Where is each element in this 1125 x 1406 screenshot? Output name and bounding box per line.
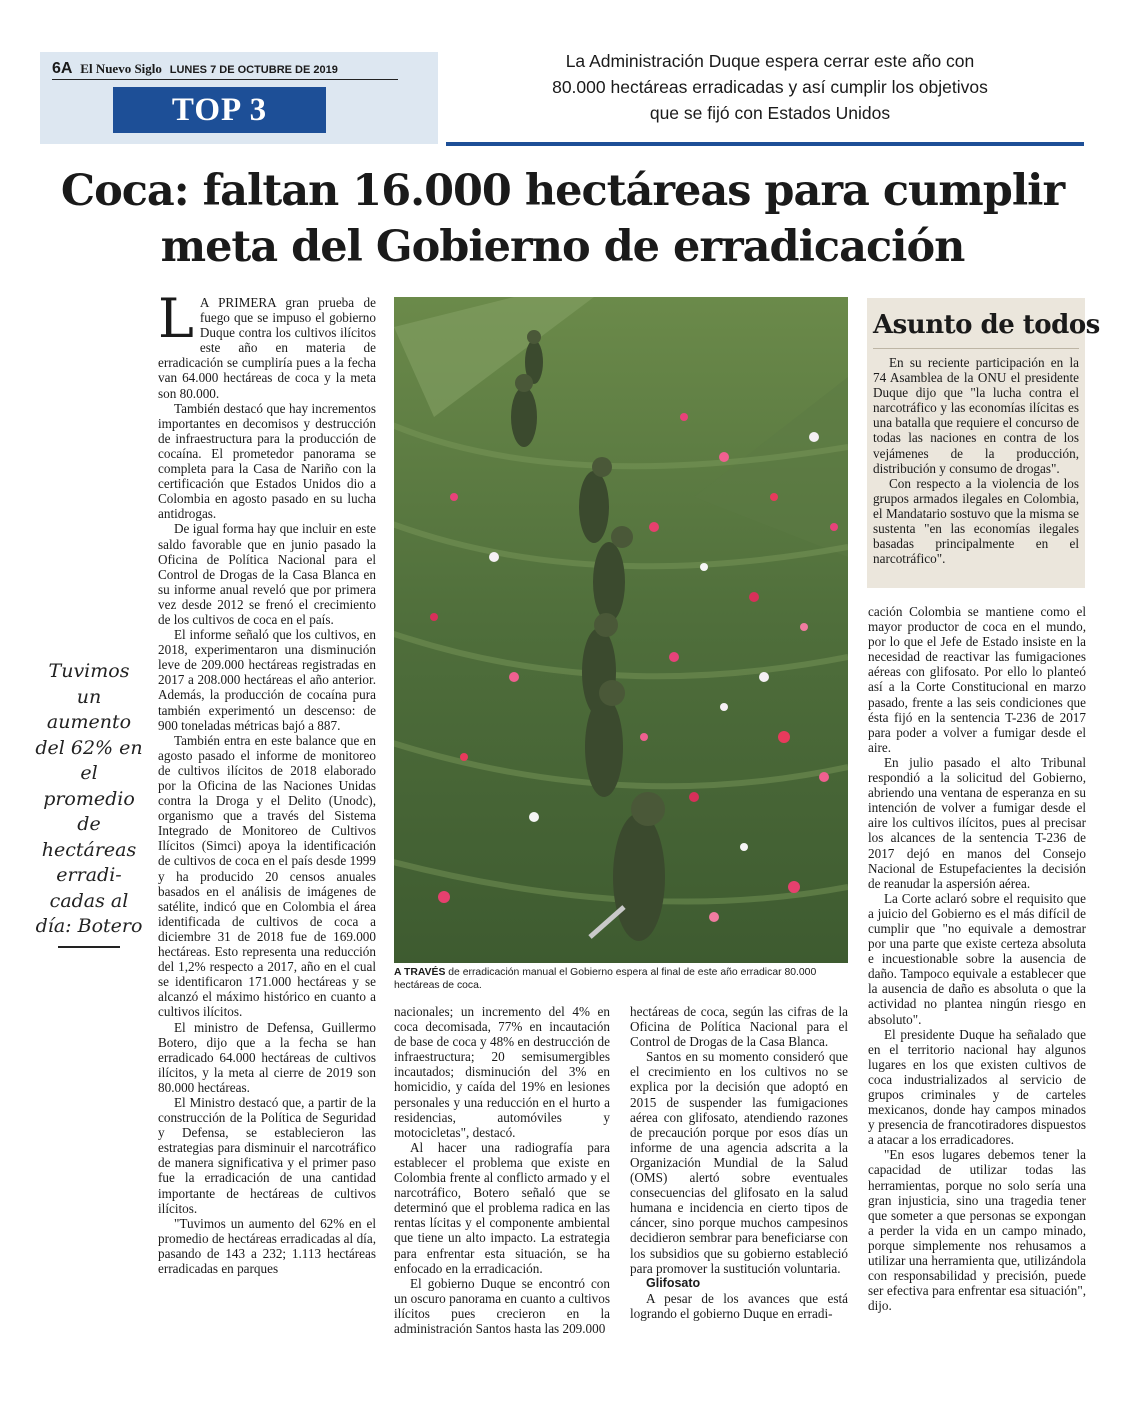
paragraph: El gobierno Duque se encontró con un oscuro panorama en cuanto a cultivos ilícitos pues crecieron en la administración Santos hasta las 209.000: [394, 1275, 610, 1336]
paragraph: El presidente Duque ha señalado que en el territorio nacional hay algunos lugares en los que existen cultivos de coca industrializados al servicio de grupos criminales y de carteles mexicanos, donde hay campos minados y presencia de francotiradores dispuestos a atacar a los erradicadores.: [868, 1026, 1086, 1148]
article-column-3: [630, 1004, 848, 1321]
lead-text: A PRIMERA gran prueba de fuego que se impuso el gobierno Duque contra los cultivos ilícitos este año en materia de erradicación se cumpliría pues a la fecha van 64.000 hectáreas de coca y la meta son 80.000.: [158, 295, 376, 401]
paragraph: El ministro de Defensa, Guillermo Botero, dijo que a la fecha se han erradicado 64.000 hectáreas de cultivos ilícitos, y la meta al cierre de 2019 son 80.000 hectáreas.: [158, 1019, 376, 1095]
sidebar-title: Asunto de todos: [873, 302, 1079, 349]
page-number: 6A: [52, 60, 73, 77]
paragraph: A pesar de los avances que está logrando el gobierno Duque en erradi-: [630, 1290, 848, 1321]
drop-cap: L: [158, 287, 194, 350]
issue-date: LUNES 7 DE OCTUBRE DE 2019: [169, 64, 338, 76]
kicker-rule: [446, 142, 1084, 146]
paragraph: Al hacer una radiografía para establecer el problema que existe en Colombia frente al conflicto armado y el narcotráfico, Botero señaló que se determinó que el problema radica en las rentas lícitas y el componente ambiental que tiene un alto impacto. La estrategia para enfrentar esta situación, se ha enfocado en la erradicación.: [394, 1139, 610, 1276]
article-column-1: [158, 287, 376, 1276]
sidebar-paragraph: En su reciente participación en la 74 Asamblea de la ONU el presidente Duque dijo que "la lucha contra el narcotráfico y las economías ilícitas es una batalla que requiere el concurso de todas las naciones en contra de los vejámenes de la producción, distribución y consumo de drogas".: [873, 355, 1079, 476]
paragraph: La Corte aclaró sobre el requisito que a juicio del Gobierno es el más difícil de cumplir que "no equivale a demostrar por una parte que existe certeza absoluta e incuestionable sobre la ausencia de daño. Tampoco equivale a establecer que la ausencia de daño es absoluta o que la actividad no plantea ningún riesgo en absoluto".: [868, 890, 1086, 1027]
kicker-line: La Administración Duque espera cerrar este año con: [565, 51, 975, 71]
headline-line: meta del Gobierno de erradicación: [160, 222, 965, 272]
paragraph: De igual forma hay que incluir en este saldo favorable que en junio pasado la Oficina de Política Nacional para el Control de Drogas de la Casa Blanca en su informe anual reveló que por primera vez desde 2012 se frenó el crecimiento de los cultivos de coca en el país.: [158, 521, 376, 627]
sidebar-body: [873, 355, 1079, 566]
paragraph: "En esos lugares debemos tener la capacidad de utilizar todas las herramientas, porque no solo sería una gran injusticia, sino una tragedia tener que someter a que personas se expongan a perder la vida en un campo minado, porque simplemente nos rehusamos a utilizar una herramienta que, utilizándola con responsabilidad y precisión, puede ser efectiva para enfrentar esa situación", dijo.: [868, 1147, 1086, 1314]
paragraph: El informe señaló que los cultivos, en 2018, experimentaron una disminución leve de 209.000 hectáreas registradas en 2017 a 208.000 hectáreas el año anterior. Además, la producción de cocaína pura también experimentó un descenso: de 900 toneladas métricas bajó a 887.: [158, 627, 376, 733]
caption-text: de erradicación manual el Gobierno espera al final de este año erradicar 80.000 hectáreas de coca.: [394, 967, 817, 991]
headline-line: Coca: faltan 16.000 hectáreas para cumplir: [60, 166, 1065, 216]
caption-lead: A TRAVÉS: [394, 967, 446, 978]
newspaper-name: El Nuevo Siglo: [80, 61, 162, 76]
lead-paragraph: [158, 287, 376, 401]
subhead: Glifosato: [646, 1275, 701, 1290]
article-photo: [394, 297, 848, 963]
paragraph: El Ministro destacó que, a partir de la construcción de la Política de Seguridad y Defensa, se establecieron las estrategias para disminuir el narcotráfico de manera significativa y el primer paso fue la erradicación de una cantidad importante de hectáreas de cultivos ilícitos.: [158, 1094, 376, 1216]
sidebar-paragraph: Con respecto a la violencia de los grupos armados ilegales en Colombia, el Mandatario sostuvo que la misma se sustenta "en las economías ilegales basadas principalmente en el narcotráfico".: [873, 475, 1079, 567]
kicker-line: que se fijó con Estados Unidos: [649, 103, 891, 123]
headline: [20, 163, 1105, 275]
section-label: TOP 3: [113, 87, 326, 133]
paragraph: También entra en este balance que en agosto pasado el informe de monitoreo de cultivos ilícitos de 2018 elaborado por la Oficina de las Naciones Unidas contra la Droga y el Delito (Unodc), organismo que a través del Sistema Integrado de Monitoreo de Cultivos Ilícitos (Simci) apoya la identificación de cultivos de coca en el país desde 1999 y ha producido 20 censos anuales basados en el análisis de imágenes de satélite, indicó que en Colombia el área identificada de cultivos de coca a diciembre 31 de 2018 fue de 169.000 hectáreas. Esto representa una reducción del 1,2% respecto a 2017, año en el cual se identificaron 171.000 hectáreas y se alcanzó el máximo histórico en cuanto a cultivos ilícitos.: [158, 732, 376, 1020]
paragraph: hectáreas de coca, según las cifras de la Oficina de Política Nacional para el Control de Drogas de la Casa Blanca.: [630, 1004, 848, 1050]
photo-caption: [394, 966, 848, 992]
article-column-4: [868, 604, 1086, 1313]
pull-quote-text: Tuvimos un aumento del 62% en el promedio de hectáreas erradi-cadas al día: Botero: [35, 660, 143, 937]
article-column-2: [394, 1004, 610, 1336]
sidebar-box: [867, 298, 1100, 588]
soldiers-in-field-illustration: [394, 297, 848, 963]
pull-quote: [34, 659, 144, 948]
paragraph: En julio pasado el alto Tribunal respondió a la solicitud del Gobierno, abriendo una ventana de esperanza en su intención de volver a fumigar desde el aire los cultivos ilícitos, pues al precisar los alcances de la sentencia T-236 de 2017 dejó en manos del Consejo Nacional de Estupefacientes la decisión de reanudar la aspersión aérea.: [868, 754, 1086, 891]
kicker-line: 80.000 hectáreas erradicadas y así cumplir los objetivos: [552, 77, 988, 97]
pull-quote-rule: [58, 946, 120, 948]
paragraph: nacionales; un incremento del 4% en coca decomisada, 77% en incautación de base de coca y 48% en destrucción de infraestructura; 20 semisumergibles incautados; disminución del 3% en homicidio, y caída del 19% en lesiones personales y una reducción en el hurto a residencias, automóviles y motocicletas", destacó.: [394, 1004, 610, 1140]
paragraph: "Tuvimos un aumento del 62% en el promedio de hectáreas erradicadas al día, pasando de 143 a 232; 1.113 hectáreas erradicadas en parques: [158, 1215, 376, 1276]
kicker: [470, 48, 1070, 126]
paragraph: Santos en su momento consideró que el crecimiento en los cultivos no se explica por la decisión que adoptó en 2015 de suspender las fumigaciones aérea con glifosato, atendiendo razones de precaución porque por esos días un informe de una agencia adscrita a la Organización Mundial de la Salud (OMS) alertó sobre eventuales consecuencias del glifosato en la salud humana e incidencia en cierto tipos de cáncer, sino porque muchos campesinos decidieron sembrar para beneficiarse con los subsidios que su gobierno estableció para promover la sustitución voluntaria.: [630, 1049, 848, 1276]
folio-line: [52, 60, 398, 80]
paragraph: cación Colombia se mantiene como el mayor productor de coca en el mundo, por lo que el Jefe de Estado insiste en la necesidad de reactivar las fumigaciones aéreas con glifosato. Por ello lo planteó así a la Corte Constitucional en marzo pasado, frente a las seis condiciones que ésta fijó en la sentencia T-236 de 2017 para poder a volver a fumigar desde el aire.: [868, 604, 1086, 755]
paragraph: También destacó que hay incrementos importantes en decomisos y destrucción de infraestructura para la producción de cocaína. El prometedor panorama se completa para la Casa de Nariño con la certificación que Estados Unidos dio a Colombia en agosto pasado en su lucha antidrogas.: [158, 400, 376, 522]
